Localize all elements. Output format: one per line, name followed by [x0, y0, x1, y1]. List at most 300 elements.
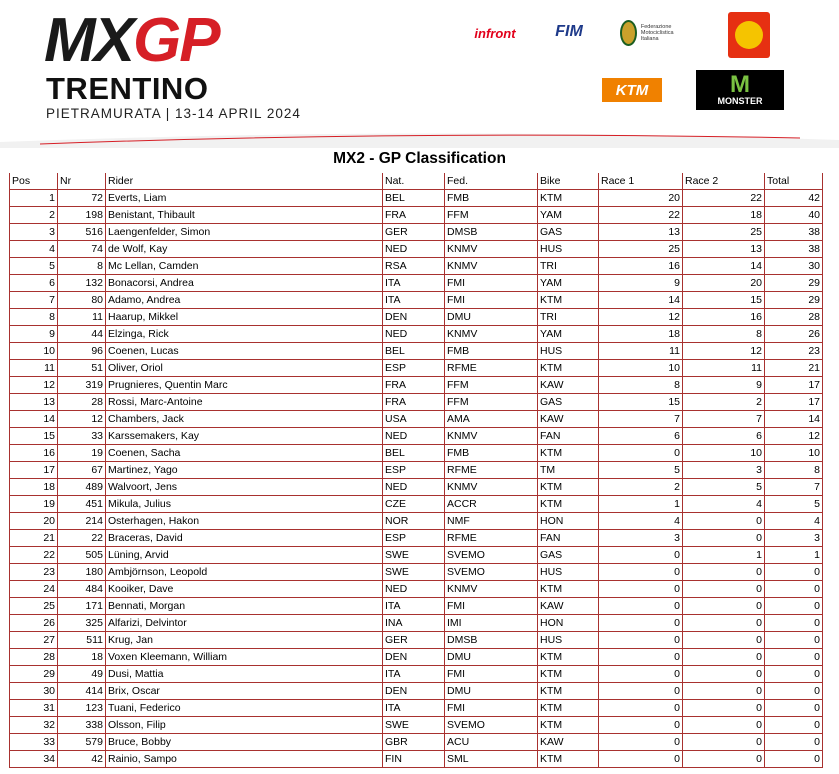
cell-total: 28 — [765, 309, 823, 326]
cell-pos: 24 — [10, 581, 58, 598]
cell-nr: 319 — [58, 377, 106, 394]
table-row — [10, 309, 823, 326]
cell-fed: FMB — [445, 343, 538, 360]
cell-fed: KNMV — [445, 428, 538, 445]
cell-race2: 0 — [683, 530, 765, 547]
cell-total: 21 — [765, 360, 823, 377]
table-row — [10, 649, 823, 666]
table-row — [10, 598, 823, 615]
cell-race2: 20 — [683, 275, 765, 292]
cell-nat: DEN — [383, 683, 445, 700]
cell-rider: Osterhagen, Hakon — [106, 513, 383, 530]
cell-bike: KAW — [538, 411, 599, 428]
cell-race1: 14 — [599, 292, 683, 309]
logo-gp: GP — [133, 6, 219, 75]
cell-fed: FFM — [445, 377, 538, 394]
cell-bike: TRI — [538, 258, 599, 275]
cell-nr: 325 — [58, 615, 106, 632]
cell-bike: HON — [538, 615, 599, 632]
cell-race1: 0 — [599, 615, 683, 632]
cell-nat: ITA — [383, 700, 445, 717]
cell-nr: 451 — [58, 496, 106, 513]
cell-total: 0 — [765, 564, 823, 581]
cell-nat: ITA — [383, 275, 445, 292]
cell-nat: ITA — [383, 666, 445, 683]
cell-race2: 22 — [683, 190, 765, 207]
cell-race2: 14 — [683, 258, 765, 275]
cell-nr: 72 — [58, 190, 106, 207]
cell-race2: 0 — [683, 513, 765, 530]
cell-bike: GAS — [538, 224, 599, 241]
cell-nat: SWE — [383, 717, 445, 734]
cell-total: 42 — [765, 190, 823, 207]
cell-nat: CZE — [383, 496, 445, 513]
table-row — [10, 190, 823, 207]
cell-rider: Tuani, Federico — [106, 700, 383, 717]
cell-bike: GAS — [538, 394, 599, 411]
table-row — [10, 445, 823, 462]
cell-race2: 8 — [683, 326, 765, 343]
cell-rider: Bruce, Bobby — [106, 734, 383, 751]
cell-fed: ACU — [445, 734, 538, 751]
fmi-badge-icon — [620, 20, 637, 46]
cell-nr: 414 — [58, 683, 106, 700]
cell-fed: KNMV — [445, 479, 538, 496]
cell-pos: 3 — [10, 224, 58, 241]
cell-nr: 28 — [58, 394, 106, 411]
cell-race1: 16 — [599, 258, 683, 275]
logo-mx: MX — [44, 6, 133, 75]
table-row — [10, 547, 823, 564]
cell-rider: Adamo, Andrea — [106, 292, 383, 309]
table-header-row — [10, 173, 823, 190]
cell-bike: YAM — [538, 326, 599, 343]
cell-race1: 6 — [599, 428, 683, 445]
table-row — [10, 292, 823, 309]
cell-fed: KNMV — [445, 581, 538, 598]
infront-logo: infront — [474, 25, 516, 41]
cell-nr: 8 — [58, 258, 106, 275]
cell-fed: SVEMO — [445, 717, 538, 734]
table-row — [10, 377, 823, 394]
cell-total: 12 — [765, 428, 823, 445]
cell-fed: IMI — [445, 615, 538, 632]
cell-rider: de Wolf, Kay — [106, 241, 383, 258]
cell-bike: KTM — [538, 360, 599, 377]
cell-pos: 29 — [10, 666, 58, 683]
cell-pos: 17 — [10, 462, 58, 479]
cell-fed: SVEMO — [445, 547, 538, 564]
table-row — [10, 751, 823, 768]
cell-race2: 0 — [683, 564, 765, 581]
cell-nat: SWE — [383, 564, 445, 581]
cell-nat: DEN — [383, 649, 445, 666]
cell-total: 14 — [765, 411, 823, 428]
cell-rider: Everts, Liam — [106, 190, 383, 207]
cell-fed: NMF — [445, 513, 538, 530]
cell-bike: KTM — [538, 751, 599, 768]
table-row — [10, 479, 823, 496]
table-row — [10, 428, 823, 445]
cell-rider: Bennati, Morgan — [106, 598, 383, 615]
cell-total: 23 — [765, 343, 823, 360]
cell-pos: 33 — [10, 734, 58, 751]
cell-rider: Olsson, Filip — [106, 717, 383, 734]
cell-race1: 11 — [599, 343, 683, 360]
cell-nr: 516 — [58, 224, 106, 241]
cell-race2: 7 — [683, 411, 765, 428]
cell-pos: 28 — [10, 649, 58, 666]
table-row — [10, 683, 823, 700]
cell-pos: 1 — [10, 190, 58, 207]
cell-race2: 0 — [683, 581, 765, 598]
cell-fed: ACCR — [445, 496, 538, 513]
cell-race2: 0 — [683, 666, 765, 683]
cell-fed: SML — [445, 751, 538, 768]
cell-fed: FFM — [445, 207, 538, 224]
table-row — [10, 581, 823, 598]
header-nr: Nr — [58, 173, 106, 190]
cell-nat: FRA — [383, 377, 445, 394]
cell-nat: FIN — [383, 751, 445, 768]
mxgp-logo — [44, 6, 219, 75]
cell-nr: 80 — [58, 292, 106, 309]
cell-nat: DEN — [383, 309, 445, 326]
cell-rider: Chambers, Jack — [106, 411, 383, 428]
cell-race1: 2 — [599, 479, 683, 496]
cell-rider: Lüning, Arvid — [106, 547, 383, 564]
cell-fed: RFME — [445, 530, 538, 547]
cell-nr: 44 — [58, 326, 106, 343]
cell-race2: 0 — [683, 615, 765, 632]
cell-bike: KTM — [538, 717, 599, 734]
cell-race1: 8 — [599, 377, 683, 394]
cell-bike: KTM — [538, 666, 599, 683]
cell-race1: 0 — [599, 683, 683, 700]
event-subtitle: PIETRAMURATA | 13-14 APRIL 2024 — [46, 106, 301, 121]
cell-rider: Dusi, Mattia — [106, 666, 383, 683]
cell-pos: 7 — [10, 292, 58, 309]
cell-total: 0 — [765, 666, 823, 683]
cell-total: 0 — [765, 683, 823, 700]
cell-pos: 13 — [10, 394, 58, 411]
table-row — [10, 734, 823, 751]
cell-race1: 13 — [599, 224, 683, 241]
cell-bike: KTM — [538, 445, 599, 462]
cell-bike: HUS — [538, 632, 599, 649]
cell-total: 38 — [765, 224, 823, 241]
cell-nr: 42 — [58, 751, 106, 768]
cell-race1: 4 — [599, 513, 683, 530]
table-row — [10, 530, 823, 547]
cell-bike: KAW — [538, 598, 599, 615]
table-row — [10, 258, 823, 275]
table-row — [10, 564, 823, 581]
cell-race2: 25 — [683, 224, 765, 241]
classification-title: MX2 - GP Classification — [333, 150, 506, 167]
cell-pos: 9 — [10, 326, 58, 343]
cell-total: 0 — [765, 598, 823, 615]
cell-race1: 25 — [599, 241, 683, 258]
cell-race2: 12 — [683, 343, 765, 360]
cell-race1: 3 — [599, 530, 683, 547]
cell-rider: Kooiker, Dave — [106, 581, 383, 598]
cell-fed: KNMV — [445, 241, 538, 258]
cell-bike: HON — [538, 513, 599, 530]
monster-text: MONSTER — [717, 96, 763, 106]
cell-rider: Karssemakers, Kay — [106, 428, 383, 445]
cell-rider: Voxen Kleemann, William — [106, 649, 383, 666]
table-row — [10, 241, 823, 258]
cell-rider: Brix, Oscar — [106, 683, 383, 700]
cell-race1: 0 — [599, 632, 683, 649]
cell-pos: 5 — [10, 258, 58, 275]
cell-nr: 132 — [58, 275, 106, 292]
cell-bike: KTM — [538, 292, 599, 309]
cell-fed: FMB — [445, 445, 538, 462]
cell-pos: 18 — [10, 479, 58, 496]
cell-nr: 22 — [58, 530, 106, 547]
cell-nat: ITA — [383, 292, 445, 309]
event-header — [0, 0, 839, 148]
cell-nat: ITA — [383, 598, 445, 615]
cell-race2: 18 — [683, 207, 765, 224]
table-row — [10, 343, 823, 360]
cell-pos: 6 — [10, 275, 58, 292]
cell-bike: TRI — [538, 309, 599, 326]
cell-total: 29 — [765, 292, 823, 309]
cell-total: 38 — [765, 241, 823, 258]
cell-nat: NED — [383, 581, 445, 598]
cell-pos: 25 — [10, 598, 58, 615]
table-row — [10, 513, 823, 530]
cell-fed: FMB — [445, 190, 538, 207]
cell-race2: 3 — [683, 462, 765, 479]
cell-pos: 8 — [10, 309, 58, 326]
cell-fed: DMU — [445, 309, 538, 326]
cell-rider: Oliver, Oriol — [106, 360, 383, 377]
cell-nat: NED — [383, 479, 445, 496]
cell-bike: KTM — [538, 649, 599, 666]
cell-bike: KTM — [538, 479, 599, 496]
classification-table — [9, 173, 823, 768]
cell-rider: Benistant, Thibault — [106, 207, 383, 224]
cell-race1: 0 — [599, 564, 683, 581]
cell-rider: Walvoort, Jens — [106, 479, 383, 496]
cell-pos: 4 — [10, 241, 58, 258]
cell-nr: 19 — [58, 445, 106, 462]
cell-nat: FRA — [383, 207, 445, 224]
header-total: Total — [765, 173, 823, 190]
cell-bike: GAS — [538, 547, 599, 564]
cell-pos: 11 — [10, 360, 58, 377]
table-body — [10, 190, 823, 768]
cell-total: 0 — [765, 632, 823, 649]
cell-fed: FMI — [445, 598, 538, 615]
fmi-text: Federazione Motociclistica Italiana — [640, 24, 674, 42]
cell-race1: 0 — [599, 751, 683, 768]
cell-nat: ESP — [383, 462, 445, 479]
header-pos: Pos — [10, 173, 58, 190]
cell-rider: Laengenfelder, Simon — [106, 224, 383, 241]
header-bike: Bike — [538, 173, 599, 190]
cell-total: 4 — [765, 513, 823, 530]
cell-race1: 0 — [599, 547, 683, 564]
cell-race2: 0 — [683, 734, 765, 751]
cell-race1: 0 — [599, 666, 683, 683]
cell-pos: 26 — [10, 615, 58, 632]
cell-fed: FMI — [445, 700, 538, 717]
cell-nat: RSA — [383, 258, 445, 275]
cell-total: 0 — [765, 649, 823, 666]
cell-fed: FMI — [445, 666, 538, 683]
cell-fed: RFME — [445, 360, 538, 377]
cell-rider: Alfarizi, Delvintor — [106, 615, 383, 632]
cell-nat: BEL — [383, 445, 445, 462]
cell-nr: 198 — [58, 207, 106, 224]
header-fed: Fed. — [445, 173, 538, 190]
monster-energy-logo — [696, 70, 784, 110]
cell-rider: Krug, Jan — [106, 632, 383, 649]
cell-nat: SWE — [383, 547, 445, 564]
cell-bike: KTM — [538, 683, 599, 700]
cell-nr: 484 — [58, 581, 106, 598]
cell-total: 0 — [765, 615, 823, 632]
cell-total: 10 — [765, 445, 823, 462]
cell-nat: NOR — [383, 513, 445, 530]
cell-nat: BEL — [383, 190, 445, 207]
cell-fed: KNMV — [445, 258, 538, 275]
cell-total: 40 — [765, 207, 823, 224]
cell-nr: 123 — [58, 700, 106, 717]
cell-race1: 20 — [599, 190, 683, 207]
cell-fed: FMI — [445, 292, 538, 309]
cell-rider: Mc Lellan, Camden — [106, 258, 383, 275]
cell-rider: Braceras, David — [106, 530, 383, 547]
cell-pos: 34 — [10, 751, 58, 768]
cell-race1: 18 — [599, 326, 683, 343]
cell-nr: 49 — [58, 666, 106, 683]
cell-nr: 67 — [58, 462, 106, 479]
cell-fed: DMSB — [445, 224, 538, 241]
cell-nat: INA — [383, 615, 445, 632]
cell-race2: 5 — [683, 479, 765, 496]
cell-race1: 9 — [599, 275, 683, 292]
cell-rider: Ambjörnson, Leopold — [106, 564, 383, 581]
cell-fed: DMU — [445, 683, 538, 700]
cell-rider: Haarup, Mikkel — [106, 309, 383, 326]
cell-nat: NED — [383, 241, 445, 258]
cell-nr: 96 — [58, 343, 106, 360]
cell-race1: 0 — [599, 700, 683, 717]
cell-race1: 0 — [599, 445, 683, 462]
cell-race2: 4 — [683, 496, 765, 513]
cell-nr: 511 — [58, 632, 106, 649]
table-row — [10, 666, 823, 683]
cell-race2: 6 — [683, 428, 765, 445]
cell-race2: 0 — [683, 632, 765, 649]
cell-race1: 0 — [599, 717, 683, 734]
cell-race1: 22 — [599, 207, 683, 224]
cell-pos: 22 — [10, 547, 58, 564]
cell-nat: GER — [383, 224, 445, 241]
cell-total: 3 — [765, 530, 823, 547]
cell-nr: 74 — [58, 241, 106, 258]
cell-total: 1 — [765, 547, 823, 564]
table-row — [10, 496, 823, 513]
cell-rider: Prugnieres, Quentin Marc — [106, 377, 383, 394]
cell-pos: 19 — [10, 496, 58, 513]
table-row — [10, 462, 823, 479]
table-row — [10, 632, 823, 649]
cell-bike: KTM — [538, 496, 599, 513]
cell-bike: HUS — [538, 343, 599, 360]
cell-fed: AMA — [445, 411, 538, 428]
trento-emblem-icon — [735, 21, 763, 49]
cell-total: 17 — [765, 377, 823, 394]
fmi-logo — [620, 16, 690, 50]
cell-race1: 0 — [599, 649, 683, 666]
cell-fed: FFM — [445, 394, 538, 411]
cell-bike: YAM — [538, 275, 599, 292]
cell-total: 7 — [765, 479, 823, 496]
cell-race2: 11 — [683, 360, 765, 377]
cell-fed: KNMV — [445, 326, 538, 343]
cell-race1: 7 — [599, 411, 683, 428]
cell-nr: 505 — [58, 547, 106, 564]
cell-nr: 51 — [58, 360, 106, 377]
cell-total: 17 — [765, 394, 823, 411]
cell-pos: 32 — [10, 717, 58, 734]
cell-fed: FMI — [445, 275, 538, 292]
cell-pos: 20 — [10, 513, 58, 530]
table-row — [10, 394, 823, 411]
cell-nat: GER — [383, 632, 445, 649]
cell-nr: 171 — [58, 598, 106, 615]
cell-rider: Coenen, Lucas — [106, 343, 383, 360]
cell-total: 29 — [765, 275, 823, 292]
cell-total: 0 — [765, 734, 823, 751]
cell-race2: 0 — [683, 751, 765, 768]
cell-total: 0 — [765, 717, 823, 734]
header-swoosh — [0, 128, 839, 148]
cell-bike: KTM — [538, 700, 599, 717]
cell-fed: DMU — [445, 649, 538, 666]
cell-pos: 2 — [10, 207, 58, 224]
cell-nr: 214 — [58, 513, 106, 530]
cell-pos: 27 — [10, 632, 58, 649]
cell-nr: 12 — [58, 411, 106, 428]
table-row — [10, 360, 823, 377]
cell-race2: 9 — [683, 377, 765, 394]
cell-pos: 16 — [10, 445, 58, 462]
cell-fed: RFME — [445, 462, 538, 479]
table-row — [10, 326, 823, 343]
cell-pos: 31 — [10, 700, 58, 717]
monster-claw-icon: M — [730, 71, 750, 98]
header-nat: Nat. — [383, 173, 445, 190]
cell-fed: DMSB — [445, 632, 538, 649]
cell-race2: 15 — [683, 292, 765, 309]
cell-rider: Rainio, Sampo — [106, 751, 383, 768]
cell-nat: ESP — [383, 360, 445, 377]
cell-pos: 23 — [10, 564, 58, 581]
cell-pos: 10 — [10, 343, 58, 360]
cell-race2: 16 — [683, 309, 765, 326]
fim-logo: FIM — [555, 23, 583, 40]
cell-race2: 0 — [683, 598, 765, 615]
cell-race2: 13 — [683, 241, 765, 258]
